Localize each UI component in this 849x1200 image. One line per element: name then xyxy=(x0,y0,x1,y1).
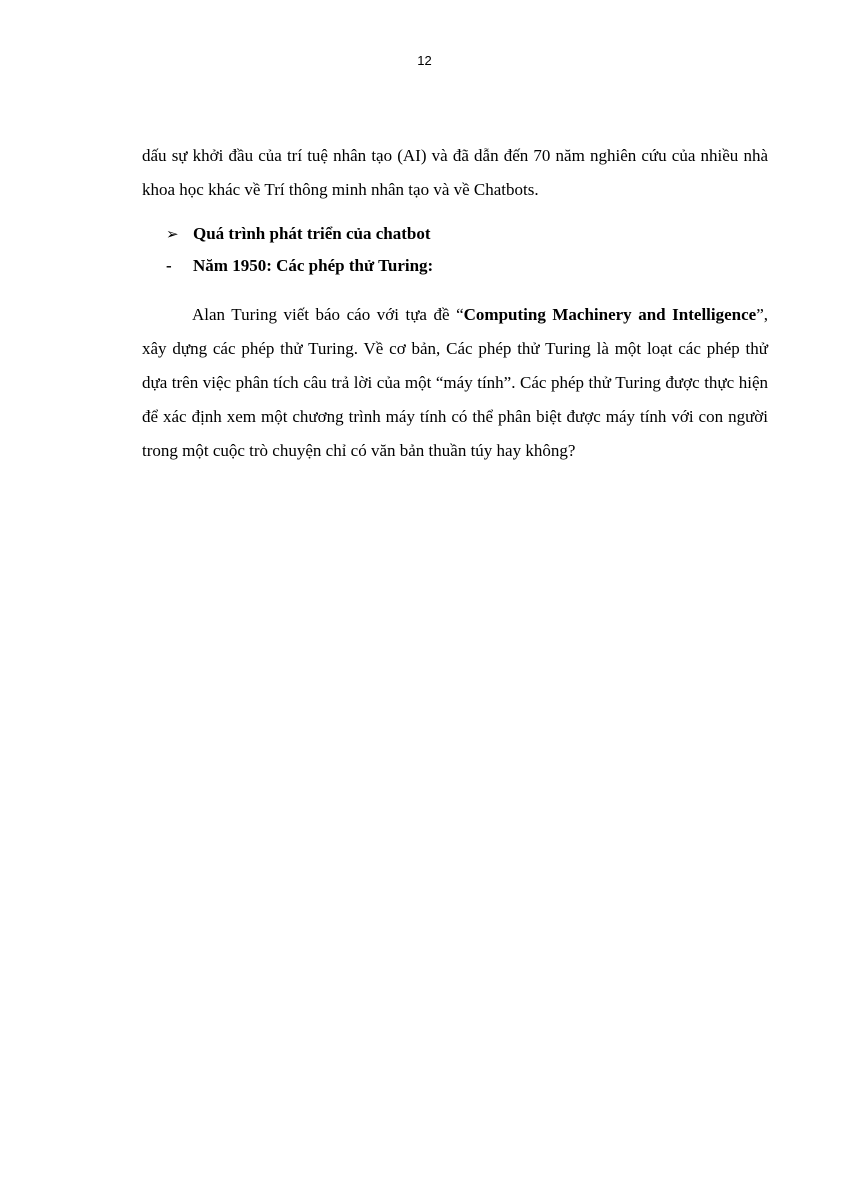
paragraph-turing-part-2: ”, xây dựng các phép thử Turing. Về cơ bản, Các phép thử Turing là một loạt các phép thử dựa trên việc phân tích câu trả lời của một “máy tính”. Các phép thử Turing được thực hiện để xác định xem một chương trình máy tính có thể phân biệt được máy tính với con người trong một cuộc trò chuyện chỉ có văn bản thuần túy hay không? xyxy=(142,305,768,460)
dash-bullet: - xyxy=(166,256,172,275)
section-heading xyxy=(166,221,431,247)
section-heading-text: Quá trình phát triển của chatbot xyxy=(193,224,431,243)
paper-title: Computing Machinery and Intelligence xyxy=(463,305,757,324)
arrow-bullet-icon: ➢ xyxy=(166,225,179,243)
paragraph-turing-test xyxy=(142,298,768,468)
paragraph-turing-part-1: Alan Turing viết báo cáo với tựa đề “ xyxy=(192,305,464,324)
sub-heading-text: Năm 1950: Các phép thử Turing: xyxy=(193,256,434,275)
paragraph-intro: dấu sự khởi đầu của trí tuệ nhân tạo (AI) và đã dẫn đến 70 năm nghiên cứu của nhiều nhà khoa học khác về Trí thông minh nhân tạo và về Chatbots. xyxy=(142,146,768,199)
sub-heading xyxy=(166,253,433,279)
page-number: 12 xyxy=(417,53,432,68)
